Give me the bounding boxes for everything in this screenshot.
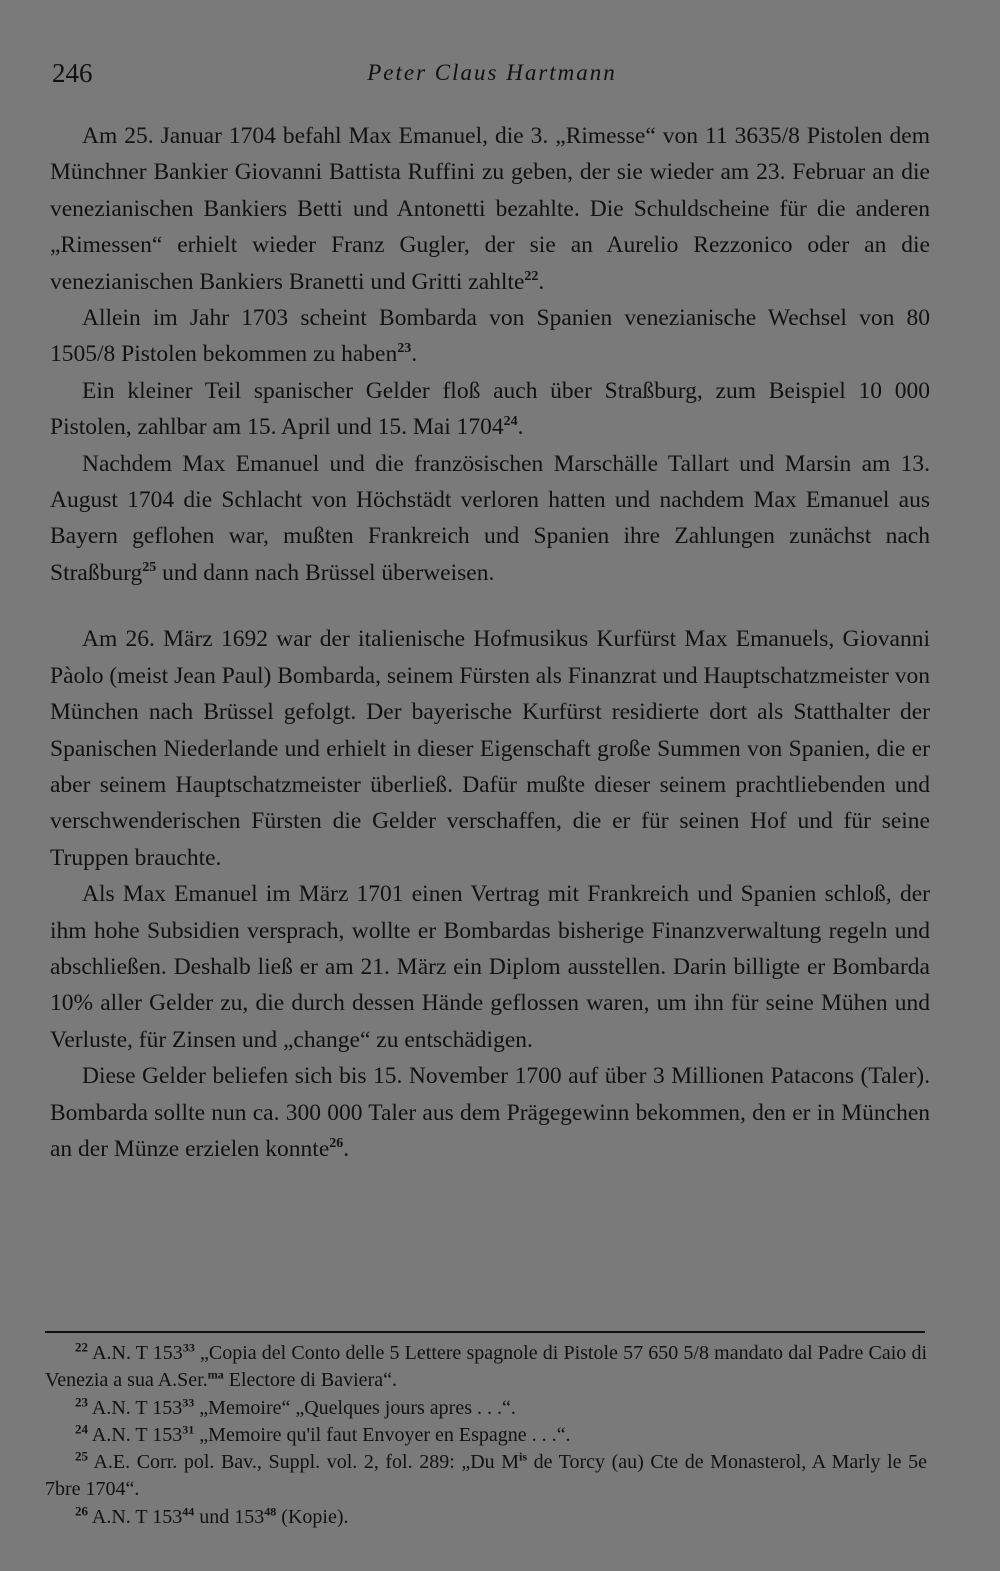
footnote [45, 1340, 927, 1395]
footnote-text: A.N. T 153 [91, 1505, 183, 1528]
footnote-number: 23 [75, 1393, 88, 1409]
footnote [45, 1504, 927, 1531]
footnote-reference: 26 [329, 1136, 344, 1152]
footnote-text: de Torcy (au) Cte de Monasterol, A Marly le 5e 7bre 1704“. [45, 1451, 927, 1501]
paragraph-text: Diese Gelder beliefen sich bis 15. November 1700 auf über 3 Millionen Patacons (Taler). Bombarda sollte nun ca. 300 000 Taler aus dem Prägegewinn bekommen, den er in München an der Münze erzielen konnte [50, 1063, 930, 1162]
paragraph-text: Als Max Emanuel im März 1701 einen Vertrag mit Frankreich und Spanien schloß, der ihm hohe Subsidien versprach, wollte er Bombardas bisherige Finanzverwaltung regeln und abschließen. Deshalb ließ er am 21. März ein Diplom ausstellen. Darin billigte er Bombarda 10% aller Gelder zu, die durch dessen Hände geflossen waren, um ihn für seine Mühen und Verluste, für Zinsen und „change“ zu entschädigen. [50, 881, 930, 1053]
paragraph-text: Nachdem Max Emanuel und die französischen Marschälle Tallart und Marsin am 13. August 1704 die Schlacht von Höchstädt verloren hatten und nachdem Max Emanuel aus Bayern geflohen war, mußten Frankreich und Spanien ihre Zahlungen zunächst nach Straßburg [50, 450, 930, 586]
paragraph [50, 118, 930, 300]
footnote-text: Electore di Baviera“. [223, 1369, 397, 1392]
footnote-reference: 24 [503, 414, 518, 430]
footnote-superscript: 31 [182, 1422, 195, 1437]
footnote-text: „Memoire“ „Quelques jours apres . . .“. [194, 1396, 516, 1419]
paragraph-text: . [411, 341, 418, 368]
footnote [45, 1449, 927, 1504]
page-header [52, 58, 932, 98]
paragraph-text: Am 25. Januar 1704 befahl Max Emanuel, die 3. „Rimesse“ von 11 3635/8 Pistolen dem Münchner Bankier Giovanni Battista Ruffini zu geben, der sie wieder am 23. Februar an die venezianischen Bankiers Betti und Antonetti bezahlte. Die Schuldscheine für die anderen „Rimessen“ erhielt wieder Franz Gugler, der sie an Aurelio Rezzonico oder an die venezianischen Bankiers Branetti und Gritti zahlte [50, 123, 930, 295]
paragraph [50, 621, 930, 876]
paragraph [50, 446, 930, 592]
paragraph [50, 1058, 930, 1167]
footnote-superscript: 33 [182, 1340, 195, 1355]
footnote-text: „Copia del Conto delle 5 Lettere spagnole di Pistole 57 650 5/8 mandato dal Padre Caio di Venezia a sua A.Ser. [45, 1342, 928, 1392]
footnote [45, 1422, 927, 1449]
paragraph [50, 876, 930, 1058]
footnote-text: A.N. T 153 [91, 1396, 183, 1419]
footnote-superscript: is [519, 1449, 528, 1464]
footnote-reference: 22 [524, 268, 539, 284]
footnote-reference: 25 [142, 560, 157, 576]
footnote-number: 25 [75, 1448, 88, 1464]
paragraph-text: . [517, 414, 524, 441]
paragraph-text: Ein kleiner Teil spanischer Gelder floß auch über Straßburg, zum Beispiel 10 000 Pistolen, zahlbar am 15. April und 15. Mai 1704 [50, 377, 930, 441]
footnote-reference: 23 [397, 341, 412, 357]
footnote-superscript: 33 [182, 1394, 195, 1409]
paragraph [50, 300, 930, 373]
body-text [50, 118, 930, 1167]
footnote-text: A.N. T 153 [91, 1423, 183, 1446]
footnote-text: (Kopie). [276, 1505, 349, 1528]
paragraph-text: . [538, 268, 545, 295]
footnote-divider [45, 1331, 925, 1333]
footnotes [45, 1340, 927, 1531]
section-break [50, 591, 930, 621]
paragraph-text: Allein im Jahr 1703 scheint Bombarda von Spanien venezianische Wechsel von 80 1505/8 Pistolen bekommen zu haben [50, 305, 930, 368]
footnote-superscript: 48 [264, 1504, 277, 1519]
footnote-superscript: 44 [182, 1504, 195, 1519]
footnote-text: A.N. T 153 [92, 1342, 183, 1364]
footnote-number: 26 [75, 1503, 88, 1519]
page-number: 246 [52, 58, 93, 88]
footnote-text: A.E. Corr. pol. Bav., Suppl. vol. 2, fol. 289: „Du M [93, 1451, 519, 1474]
footnote-text: „Memoire qu'il faut Envoyer en Espagne . . .“. [194, 1423, 571, 1446]
paragraph-text: Am 26. März 1692 war der italienische Hofmusikus Kurfürst Max Emanuels, Giovanni Pàolo (meist Jean Paul) Bombarda, seinem Fürsten als Finanzrat und Hauptschatzmeister von München nach Brüssel gefolgt. Der bayerische Kurfürst residierte dort als Statthalter der Spanischen Niederlande und erhielt in dieser Eigenschaft große Summen von Spanien, die er aber seinem Hauptschatzmeister überließ. Dafür mußte dieser seinem prachtliebenden und verschwenderischen Fürsten die Gelder verschaffen, die er für seinen Hof und für seine Truppen brauchte. [50, 626, 930, 871]
footnote-superscript: ma [207, 1367, 224, 1382]
footnote-number: 24 [75, 1421, 88, 1437]
paragraph-text: und dann nach Brüssel überweisen. [156, 559, 495, 586]
paragraph [50, 373, 930, 446]
paragraph-text: . [343, 1135, 350, 1162]
footnote-number: 22 [75, 1339, 88, 1355]
footnote [45, 1395, 927, 1422]
running-head-author: Peter Claus Hartmann [367, 60, 617, 85]
footnote-text: und 153 [194, 1505, 265, 1528]
